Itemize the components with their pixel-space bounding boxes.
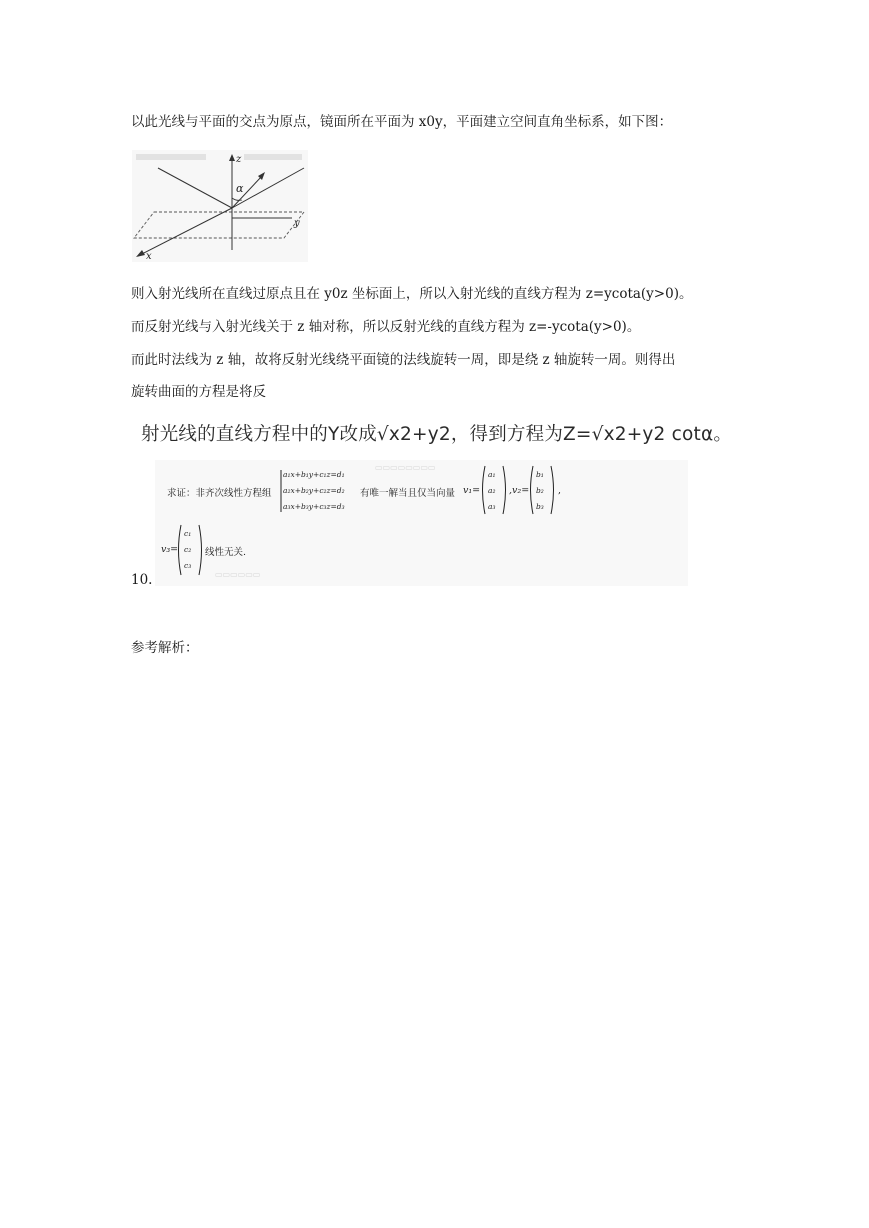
v2-comma: ,	[558, 485, 562, 496]
v2-entry: b₁	[536, 470, 544, 479]
v3-entry: c₂	[184, 545, 192, 554]
coordinate-figure	[132, 150, 308, 262]
z-axis-label: z	[236, 154, 242, 165]
y-axis-label: y	[294, 218, 300, 229]
v2-entry: b₂	[536, 486, 544, 495]
v1-label: v₁=	[463, 485, 481, 496]
v1-entry: a₃	[488, 502, 496, 511]
x-axis-label: x	[146, 251, 152, 262]
v3-label: v₃=	[161, 544, 179, 555]
v3-entry: c₁	[184, 529, 192, 538]
intro-text: 以此光线与平面的交点为原点，镜面所在平面为 x0y，平面建立空间直角坐标系，如下图：	[131, 114, 673, 130]
problem-image: ▭▭▭▭▭▭▭▭ ▭▭▭▭▭▭ 求证：非齐次线性方程组 a₁x+b₁y+c₁z=d₁ a₂x+b₂y+c₂z=d₂ a₃x+b₃y+c₃z=d₃ 有唯一解当且仅当向量 v₁= a₁ a₂ a₃ ,v₂= b₁ b₂ b₃ , v₃= c₁ c₂ c₃ 线性无关.	[155, 460, 688, 586]
v1-entry: a₂	[488, 486, 496, 495]
v2-label: ,v₂=	[509, 485, 530, 496]
reflected-text: 而反射光线与入射光线关于 z 轴对称，所以反射光线的直线方程为 z=-ycota(y>0)。	[131, 319, 641, 335]
coordinate-diagram	[132, 150, 308, 262]
incident-text: 则入射光线所在直线过原点且在 y0z 坐标面上，所以入射光线的直线方程为 z=ycota(y>0)。	[131, 286, 693, 302]
angle-label: α	[236, 182, 244, 195]
equation-3: a₃x+b₃y+c₃z=d₃	[283, 502, 345, 511]
normal-text-1: 而此时法线为 z 轴，故将反射光线绕平面镜的法线旋转一周，即是绕 z 轴旋转一周。则得出	[131, 352, 676, 368]
problem-prefix: 求证：非齐次线性方程组	[167, 488, 272, 499]
formula-image-text: 射光线的直线方程中的Y改成√x2+y2，得到方程为Z=√x2+y2 cotα。	[141, 424, 733, 445]
v2-entry: b₃	[536, 502, 544, 511]
normal-text-2: 旋转曲面的方程是将反	[131, 384, 266, 400]
question-number: 10.	[131, 572, 153, 588]
v3-entry: c₃	[184, 561, 192, 570]
problem-middle: 有唯一解当且仅当向量	[360, 488, 456, 499]
v1-entry: a₁	[488, 470, 496, 479]
equation-2: a₂x+b₂y+c₂z=d₂	[283, 486, 345, 495]
problem-suffix: 线性无关.	[205, 547, 247, 558]
answer-label: 参考解析：	[131, 640, 199, 656]
equation-1: a₁x+b₁y+c₁z=d₁	[283, 470, 345, 479]
